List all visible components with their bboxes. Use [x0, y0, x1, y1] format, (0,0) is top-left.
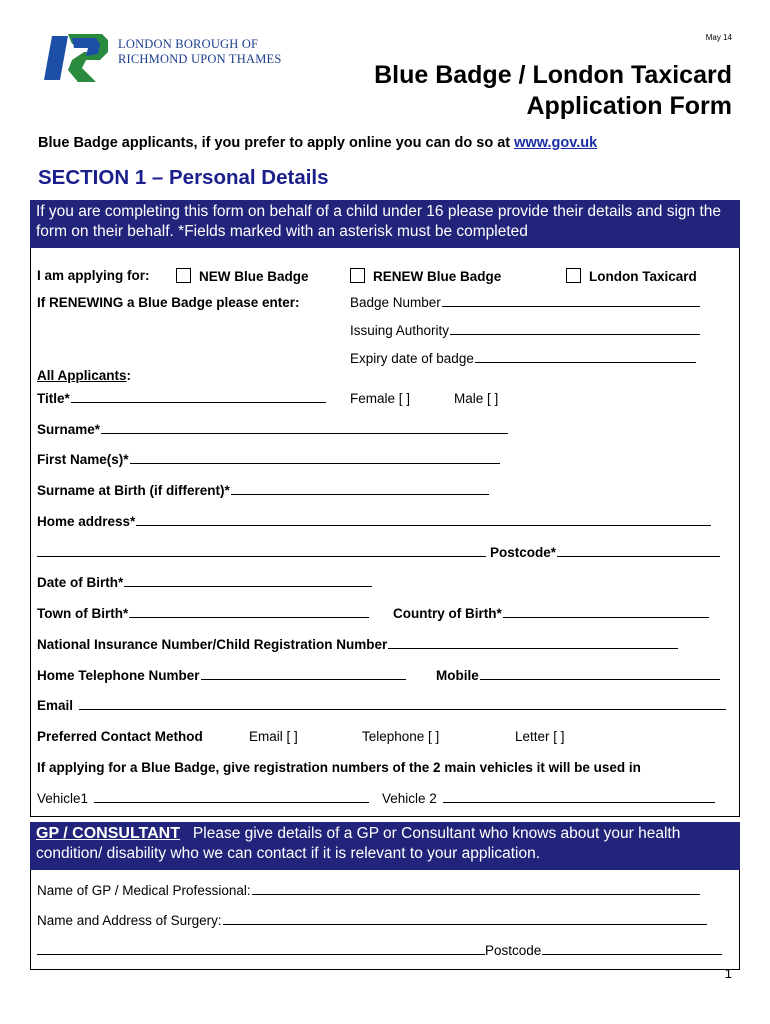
gp-heading: GP / CONSULTANT — [36, 825, 180, 842]
country-of-birth-field[interactable]: Country of Birth* — [393, 606, 709, 621]
gp-name-field[interactable]: Name of GP / Medical Professional: — [37, 883, 700, 898]
gp-text: Please give details of a GP or Consultant who knows about your health condition/ disability who we can contact if it is relevant to your application. — [36, 825, 681, 862]
mobile-field[interactable]: Mobile — [436, 668, 720, 683]
contact-method-label: Preferred Contact Method — [37, 729, 203, 744]
gov-link[interactable]: www.gov.uk — [514, 135, 598, 151]
male-option[interactable]: Male [ ] — [454, 391, 499, 406]
option-taxicard[interactable]: London Taxicard — [566, 268, 697, 284]
contact-letter-option[interactable]: Letter [ ] — [515, 729, 565, 744]
renewing-label: If RENEWING a Blue Badge please enter: — [37, 295, 300, 310]
online-note: Blue Badge applicants, if you prefer to apply online you can do so at www.gov.uk — [38, 135, 598, 151]
renew-badge-checkbox[interactable] — [350, 268, 365, 283]
section1-banner: If you are completing this form on behalf of a child under 16 please provide their details and sign the form on their behalf. *Fields marked with an asterisk must be completed — [30, 200, 740, 248]
title-field[interactable]: Title* — [37, 391, 326, 406]
vehicle1-field[interactable]: Vehicle1 — [37, 791, 369, 806]
contact-telephone-option[interactable]: Telephone [ ] — [362, 729, 440, 744]
home-address-field[interactable]: Home address* — [37, 514, 711, 529]
contact-email-option[interactable]: Email [ ] — [249, 729, 298, 744]
home-telephone-field[interactable]: Home Telephone Number — [37, 668, 406, 683]
surgery-postcode-field[interactable]: Postcode — [37, 943, 722, 958]
option-new-badge[interactable]: NEW Blue Badge — [176, 268, 309, 284]
female-option[interactable]: Female [ ] — [350, 391, 411, 406]
surname-field[interactable]: Surname* — [37, 422, 508, 437]
option-renew-badge[interactable]: RENEW Blue Badge — [350, 268, 501, 284]
first-names-field[interactable]: First Name(s)* — [37, 452, 500, 467]
council-name: LONDON BOROUGH OF RICHMOND UPON THAMES — [118, 37, 282, 66]
form-title: Blue Badge / London Taxicard Application Form — [374, 61, 732, 120]
date-of-birth-field[interactable]: Date of Birth* — [37, 575, 372, 590]
town-of-birth-field[interactable]: Town of Birth* — [37, 606, 369, 621]
taxicard-checkbox[interactable] — [566, 268, 581, 283]
applying-for-label: I am applying for: — [37, 268, 150, 283]
page-number: 1 — [724, 966, 732, 981]
surgery-address-field[interactable]: Name and Address of Surgery: — [37, 913, 707, 928]
issuing-authority-field[interactable]: Issuing Authority — [350, 323, 700, 338]
new-badge-checkbox[interactable] — [176, 268, 191, 283]
address-line2-postcode[interactable]: Postcode* — [37, 545, 720, 560]
gp-banner — [30, 822, 740, 870]
vehicles-note: If applying for a Blue Badge, give registration numbers of the 2 main vehicles it will be used in — [37, 760, 641, 775]
section1-heading: SECTION 1 – Personal Details — [38, 166, 329, 189]
vehicle2-field[interactable]: Vehicle 2 — [382, 791, 715, 806]
badge-number-field[interactable]: Badge Number — [350, 295, 700, 310]
surname-at-birth-field[interactable]: Surname at Birth (if different)* — [37, 483, 489, 498]
email-field[interactable]: Email — [37, 698, 726, 713]
all-applicants-label: All Applicants: — [37, 368, 132, 383]
expiry-date-field[interactable]: Expiry date of badge — [350, 351, 696, 366]
ni-number-field[interactable]: National Insurance Number/Child Registration Number — [37, 637, 678, 652]
form-date: May 14 — [705, 33, 732, 42]
